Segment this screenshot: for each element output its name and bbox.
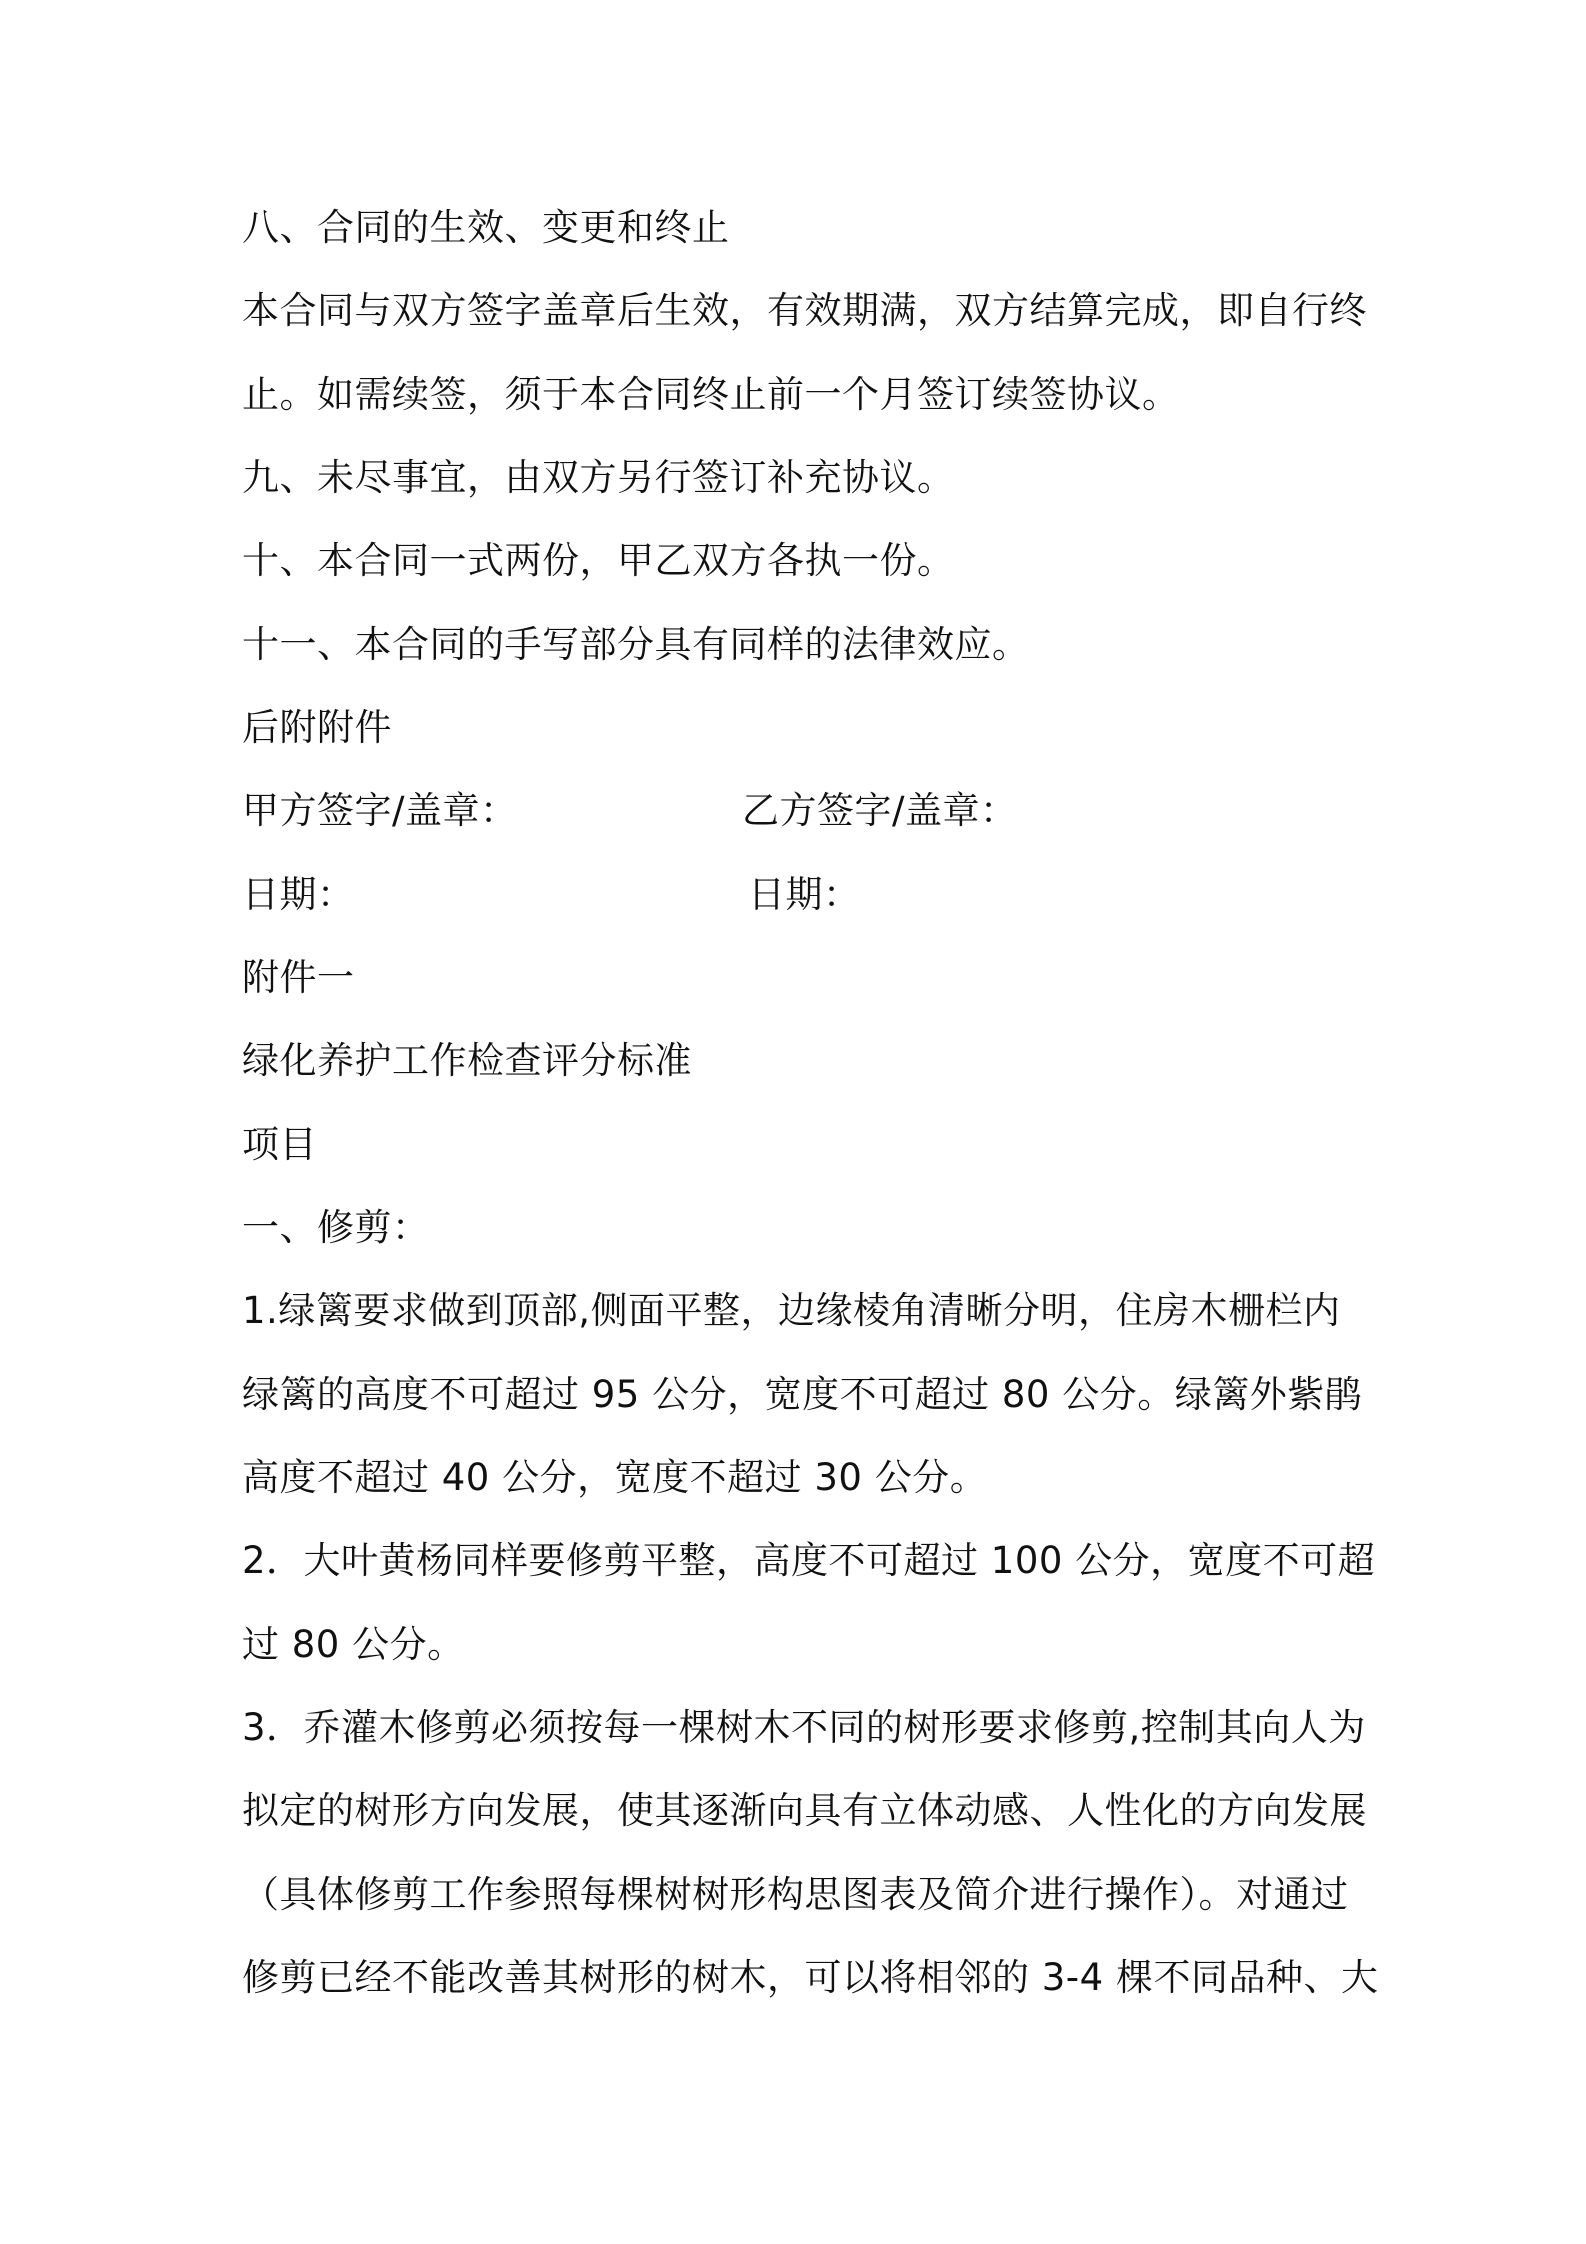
- section11-text: 十一、本合同的手写部分具有同样的法律效应。: [242, 623, 1030, 666]
- section8-body-line-1: 本合同与双方签字盖章后生效，有效期满，双方结算完成，即自行终: [242, 289, 1367, 332]
- item3-line-3: （具体修剪工作参照每棵树树形构思图表及简介进行操作）。对通过: [242, 1873, 1349, 1916]
- section10-text: 十、本合同一式两份，甲乙双方各执一份。: [242, 539, 955, 582]
- item1-line-2: 绿篱的高度不可超过 95 公分，宽度不可超过 80 公分。绿篱外紫鹃: [242, 1373, 1363, 1416]
- item3-line-1: 3．乔灌木修剪必须按每一棵树木不同的树形要求修剪,控制其向人为: [242, 1706, 1366, 1749]
- party-a-signature-label: 甲方签字/盖章：: [242, 789, 518, 832]
- item-header: 项目: [242, 1123, 317, 1166]
- pruning-heading: 一、修剪：: [242, 1206, 430, 1249]
- party-a-date-label: 日期：: [242, 873, 355, 916]
- item3-line-4: 修剪已经不能改善其树形的树木，可以将相邻的 3-4 棵不同品种、大: [242, 1956, 1379, 1999]
- item1-line-1: 1.绿篱要求做到顶部,侧面平整，边缘棱角清晰分明，住房木栅栏内: [242, 1289, 1341, 1332]
- attachments-note: 后附附件: [242, 706, 392, 749]
- appendix-subtitle: 绿化养护工作检查评分标准: [242, 1039, 692, 1082]
- party-b-date-label: 日期：: [748, 873, 861, 916]
- item3-line-2: 拟定的树形方向发展，使其逐渐向具有立体动感、人性化的方向发展: [242, 1789, 1367, 1832]
- item2-line-1: 2．大叶黄杨同样要修剪平整，高度不可超过 100 公分，宽度不可超: [242, 1539, 1376, 1582]
- section9-text: 九、未尽事宜，由双方另行签订补充协议。: [242, 456, 955, 499]
- party-b-signature-label: 乙方签字/盖章：: [742, 789, 1018, 832]
- section8-heading: 八、合同的生效、变更和终止: [242, 206, 730, 249]
- section8-body-line-2: 止。如需续签，须于本合同终止前一个月签订续签协议。: [242, 373, 1180, 416]
- item1-line-3: 高度不超过 40 公分，宽度不超过 30 公分。: [242, 1456, 988, 1499]
- appendix-title: 附件一: [242, 956, 355, 999]
- item2-line-2: 过 80 公分。: [242, 1623, 465, 1666]
